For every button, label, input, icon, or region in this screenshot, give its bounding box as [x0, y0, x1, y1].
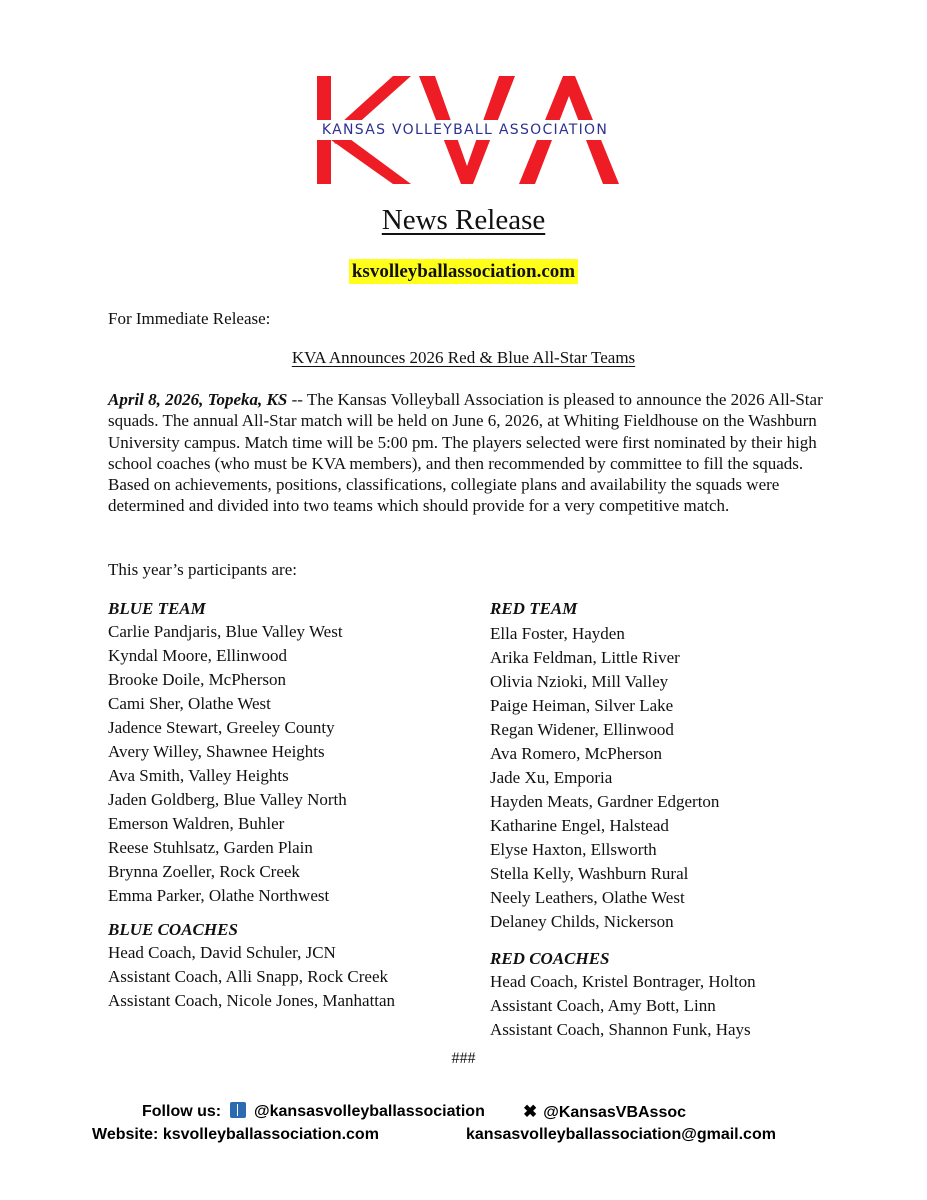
blue-coaches-list — [108, 941, 478, 1013]
follow-label: Follow us: — [142, 1103, 222, 1120]
blue-coaches-heading: BLUE COACHES — [108, 920, 238, 939]
list-item: Delaney Childs, Nickerson — [490, 912, 674, 931]
footer-website[interactable]: Website: ksvolleyballassociation.com — [92, 1126, 379, 1143]
list-item: Reese Stuhlsatz, Garden Plain — [108, 838, 313, 857]
release-dateline: April 8, 2026, Topeka, KS — [108, 390, 288, 409]
participants-intro: This year’s participants are: — [108, 560, 297, 579]
x-icon: ✖ — [523, 1102, 538, 1121]
list-item: Olivia Nzioki, Mill Valley — [490, 672, 669, 691]
footer-follow — [142, 1102, 485, 1122]
list-item: Jade Xu, Emporia — [490, 768, 613, 787]
list-item: Emma Parker, Olathe Northwest — [108, 886, 330, 905]
list-item: Assistant Coach, Shannon Funk, Hays — [490, 1020, 751, 1039]
list-item: Paige Heiman, Silver Lake — [490, 696, 674, 715]
footer-x — [523, 1102, 686, 1123]
kva-logo — [295, 70, 635, 188]
list-item: Brynna Zoeller, Rock Creek — [108, 862, 300, 881]
list-item: Jaden Goldberg, Blue Valley North — [108, 790, 347, 809]
list-item: Katharine Engel, Halstead — [490, 816, 669, 835]
red-team-heading: RED TEAM — [490, 599, 578, 618]
list-item: Stella Kelly, Washburn Rural — [490, 864, 689, 883]
list-item: Carlie Pandjaris, Blue Valley West — [108, 622, 343, 641]
list-item: Ava Smith, Valley Heights — [108, 766, 289, 785]
list-item: Assistant Coach, Nicole Jones, Manhattan — [108, 991, 396, 1010]
list-item: Head Coach, Kristel Bontrager, Holton — [490, 972, 756, 991]
list-item: Cami Sher, Olathe West — [108, 694, 271, 713]
website-link[interactable]: ksvolleyballassociation.com — [349, 259, 578, 284]
red-team-column — [490, 598, 860, 1042]
list-item: Arika Feldman, Little River — [490, 648, 680, 667]
list-item: Jadence Stewart, Greeley County — [108, 718, 335, 737]
footer-email[interactable]: kansasvolleyballassociation@gmail.com — [466, 1126, 776, 1143]
kva-logo-org-name: KANSAS VOLLEYBALL ASSOCIATION — [295, 120, 635, 140]
news-release-title: News Release — [381, 204, 546, 236]
list-item: Assistant Coach, Amy Bott, Linn — [490, 996, 716, 1015]
red-coaches-heading: RED COACHES — [490, 949, 610, 968]
facebook-handle-link[interactable]: @kansasvolleyballassociation — [254, 1103, 485, 1120]
list-item: Elyse Haxton, Ellsworth — [490, 840, 657, 859]
facebook-book-icon — [230, 1102, 246, 1118]
list-item: Head Coach, David Schuler, JCN — [108, 943, 336, 962]
end-mark: ### — [451, 1050, 476, 1067]
list-item: Neely Leathers, Olathe West — [490, 888, 685, 907]
release-headline: KVA Announces 2026 Red & Blue All-Star Teams — [291, 348, 636, 367]
x-handle-link[interactable]: @KansasVBAssoc — [543, 1104, 687, 1121]
blue-team-heading: BLUE TEAM — [108, 599, 206, 618]
release-body: -- The Kansas Volleyball Association is pleased to announce the 2026 All-Star squads. The annual All-Star match will be held on June 6, 2026, at Whiting Fieldhouse on the Washburn University campus. Match time will be 5:00 pm. The players selected were first nominated by their high school coaches (who must be KVA members), and then recommended by committee to fill the squads. Based on achievements, positions, classifications, collegiate plans and availability the squads were determined and divided into two teams which should provide for a very competitive match. — [108, 390, 823, 516]
list-item: Regan Widener, Ellinwood — [490, 720, 674, 739]
list-item: Ella Foster, Hayden — [490, 624, 625, 643]
list-item: Kyndal Moore, Ellinwood — [108, 646, 287, 665]
list-item: Ava Romero, McPherson — [490, 744, 663, 763]
list-item: Brooke Doile, McPherson — [108, 670, 287, 689]
website-highlight — [0, 258, 927, 286]
list-item: Emerson Waldren, Buhler — [108, 814, 285, 833]
red-coaches-list — [490, 970, 860, 1042]
red-team-list — [490, 622, 860, 934]
blue-team-column — [108, 598, 478, 1013]
list-item: Avery Willey, Shawnee Heights — [108, 742, 325, 761]
release-paragraph — [108, 389, 823, 517]
list-item: Hayden Meats, Gardner Edgerton — [490, 792, 720, 811]
blue-team-list — [108, 620, 478, 908]
list-item: Assistant Coach, Alli Snapp, Rock Creek — [108, 967, 389, 986]
immediate-release-label: For Immediate Release: — [108, 309, 271, 328]
